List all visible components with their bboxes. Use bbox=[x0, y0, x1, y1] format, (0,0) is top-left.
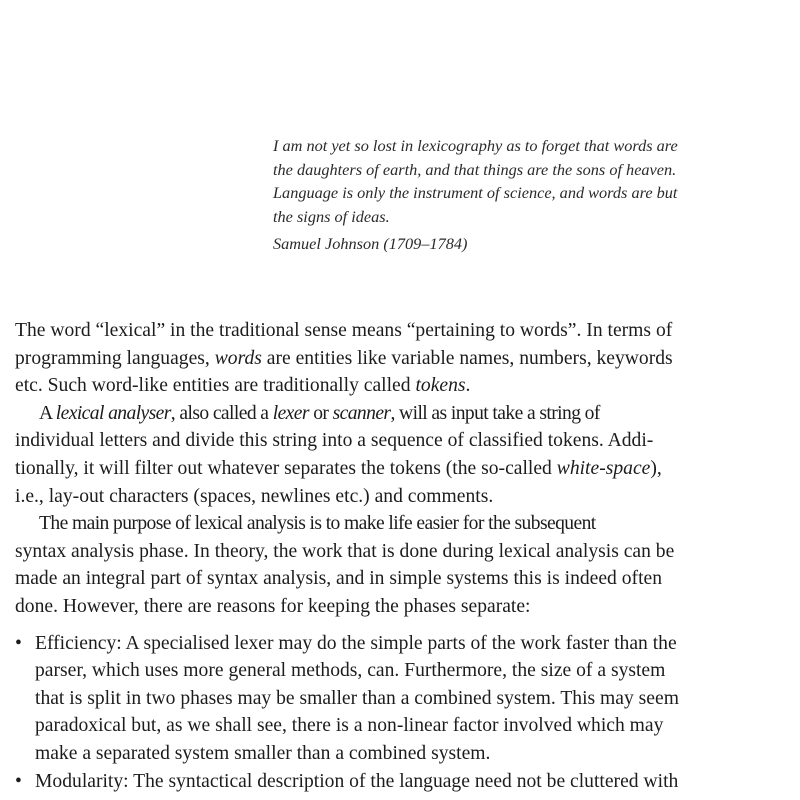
paragraph-1 bbox=[15, 317, 775, 400]
text-run: The word “lexical” in the traditional sense means “pertaining to words”. In terms of bbox=[15, 320, 673, 341]
list-item bbox=[15, 630, 775, 768]
text-run: programming languages, bbox=[15, 347, 215, 369]
text-line: syntax analysis phase. In theory, the work that is done during lexical analysis can be bbox=[15, 540, 675, 562]
epigraph-line: I am not yet so lost in lexicography as to forget that words are bbox=[273, 136, 678, 155]
paragraph-2 bbox=[15, 400, 775, 510]
emphasis-lexer: lexer bbox=[272, 402, 309, 424]
text-run: are entities like variable names, numbers, keywords bbox=[261, 347, 673, 369]
epigraph-line: Language is only the instrument of science, and words are but bbox=[273, 183, 678, 202]
text-run: A bbox=[39, 402, 56, 424]
text-line: The main purpose of lexical analysis is to make life easier for the subsequent bbox=[39, 513, 596, 535]
paragraph-3 bbox=[15, 510, 775, 620]
epigraph-quote bbox=[273, 134, 773, 228]
text-run: ), bbox=[650, 457, 662, 479]
text-line: done. However, there are reasons for keeping the phases separate: bbox=[15, 595, 531, 617]
text-run: , also called a bbox=[170, 402, 273, 424]
text-run: etc. Such word-like entities are traditionally called bbox=[15, 375, 416, 397]
text-line: made an integral part of syntax analysis, and in simple systems this is indeed often bbox=[15, 568, 663, 590]
text-line: individual letters and divide this string into a sequence of classified tokens. Addi- bbox=[15, 430, 654, 452]
text-run: or bbox=[308, 402, 333, 424]
epigraph-attribution: Samuel Johnson (1709–1784) bbox=[273, 234, 468, 253]
text-run: , will as input take a string of bbox=[390, 402, 600, 424]
text-run: . bbox=[465, 375, 471, 397]
emphasis-lexical-analyser: lexical analyser bbox=[55, 402, 171, 424]
bullet-icon: • bbox=[15, 632, 22, 654]
emphasis-tokens: tokens bbox=[415, 375, 466, 397]
text-line bbox=[15, 372, 775, 400]
text-line bbox=[15, 317, 775, 345]
text-line bbox=[15, 400, 775, 428]
text-line: paradoxical but, as we shall see, there is a non-linear factor involved which may bbox=[35, 715, 664, 737]
emphasis-scanner: scanner bbox=[332, 402, 391, 424]
emphasis-words: words bbox=[214, 347, 262, 369]
text-line: that is split in two phases may be smaller than a combined system. This may seem bbox=[35, 687, 679, 709]
epigraph-line: the signs of ideas. bbox=[273, 206, 390, 226]
text-run: tionally, it will filter out whatever separates the tokens (the so-called bbox=[15, 457, 557, 479]
body-text bbox=[15, 317, 775, 795]
bullet-icon: • bbox=[15, 770, 22, 792]
text-line: Efficiency: A specialised lexer may do the simple parts of the work faster than the bbox=[35, 632, 677, 654]
text-line: parser, which uses more general methods, can. Furthermore, the size of a system bbox=[35, 660, 666, 682]
emphasis-white-space: white-space bbox=[556, 457, 651, 479]
text-line: i.e., lay-out characters (spaces, newlines etc.) and comments. bbox=[15, 485, 494, 507]
text-line bbox=[15, 345, 775, 373]
text-line: make a separated system smaller than a combined system. bbox=[35, 742, 491, 764]
epigraph-line: the daughters of earth, and that things are the sons of heaven. bbox=[273, 159, 677, 179]
list-item bbox=[15, 768, 775, 796]
text-line bbox=[15, 455, 775, 483]
text-line: Modularity: The syntactical description of the language need not be cluttered with bbox=[35, 770, 679, 792]
bullet-list bbox=[15, 630, 775, 796]
